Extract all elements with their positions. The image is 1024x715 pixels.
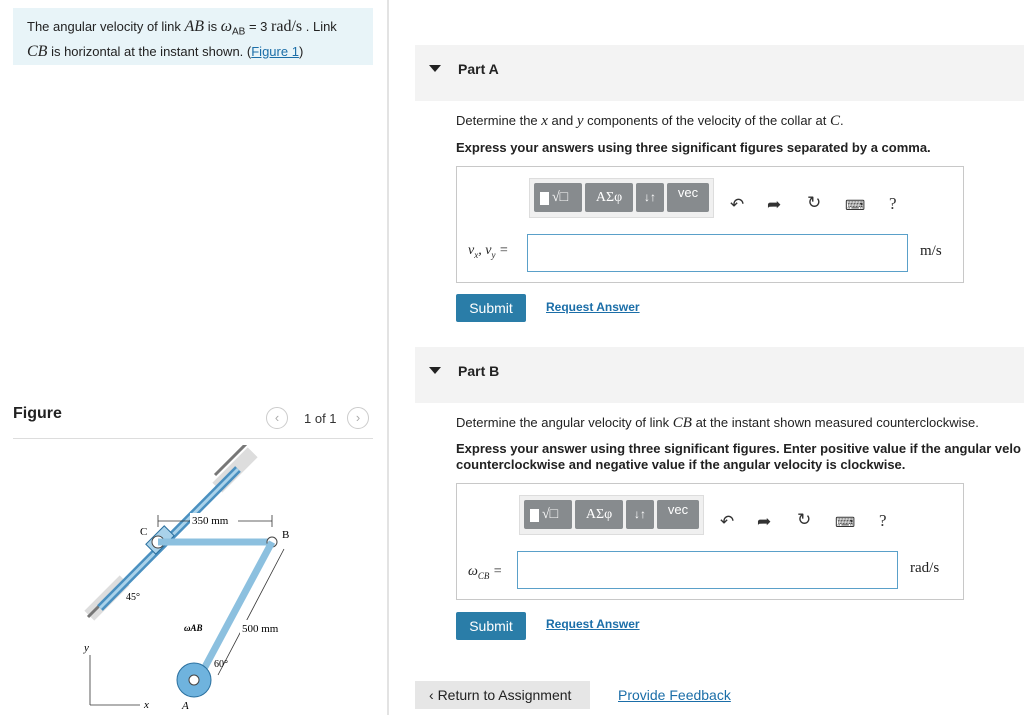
reset-icon[interactable]: ↻ (807, 193, 822, 212)
greek-button[interactable]: ΑΣφ (575, 500, 623, 529)
left-panel (0, 0, 388, 715)
keyboard-icon[interactable]: ⌨ (835, 514, 856, 530)
problem-text: ) (298, 43, 304, 59)
vec-button[interactable]: vec (657, 500, 699, 529)
undo-icon[interactable]: ↶ (730, 195, 745, 214)
part-b-label: Part B (458, 363, 500, 379)
keyboard-icon[interactable]: ⌨ (845, 197, 866, 213)
x-symbol: x (541, 113, 548, 129)
dim-500: 500 mm (242, 623, 279, 635)
provide-feedback-link[interactable]: Provide Feedback (618, 687, 731, 703)
part-a-submit-button[interactable]: Submit (456, 294, 526, 322)
part-a-header[interactable] (415, 45, 1024, 101)
part-a-question (456, 113, 844, 130)
label-B: B (282, 529, 290, 541)
part-a-answer-box (456, 166, 964, 283)
part-a-instruction: Express your answers using three significant figures separated by a comma. (456, 140, 931, 155)
link-AB (198, 542, 272, 680)
chevron-left-icon[interactable]: ‹ (266, 407, 288, 429)
vec-button[interactable]: vec (667, 183, 709, 212)
template-button[interactable]: √□ (534, 183, 582, 212)
problem-unit: rad/s (271, 18, 303, 35)
instruction-line: counterclockwise and negative value if the angular velocity is clockwise. (456, 457, 906, 472)
part-a-request-answer-link[interactable]: Request Answer (546, 300, 640, 314)
help-button[interactable]: ? (889, 194, 897, 213)
axis-x-label: x (144, 699, 149, 711)
problem-value: = 3 (245, 19, 272, 34)
instruction-line: Express your answer using three significant figures. Enter positive value if the angular velo (456, 441, 1021, 456)
question-text: and (547, 113, 577, 128)
reset-icon[interactable]: ↻ (797, 510, 812, 529)
part-b-submit-button[interactable]: Submit (456, 612, 526, 640)
question-text: Determine the (456, 113, 542, 128)
question-text: . (839, 113, 844, 128)
y-symbol: y (576, 113, 584, 129)
redo-icon[interactable]: ➦ (757, 512, 772, 531)
figure-divider (13, 438, 373, 439)
part-a-variable: $v_x$, $v_y$ = (468, 243, 509, 260)
mechanism-figure (70, 445, 310, 713)
part-b-answer-box (456, 483, 964, 600)
question-text: at the instant shown measured counterclockwise. (691, 415, 979, 430)
arrows-button[interactable]: ↓↑ (636, 183, 664, 212)
collapse-triangle-icon[interactable] (429, 367, 441, 374)
problem-text: is horizontal at the instant shown. ( (47, 43, 252, 59)
link-CB-symbol: CB (27, 42, 48, 60)
problem-text: The angular velocity of link (27, 19, 185, 34)
undo-icon[interactable]: ↶ (720, 512, 735, 531)
chevron-left-icon: ‹ (429, 687, 438, 703)
figure-link[interactable]: Figure 1 (251, 43, 299, 59)
axis-y-label: y (84, 642, 89, 654)
label-C: C (140, 526, 148, 538)
part-b-question (456, 415, 979, 432)
arrows-button[interactable]: ↓↑ (626, 500, 654, 529)
return-label: Return to Assignment (437, 687, 572, 703)
return-to-assignment-button[interactable] (415, 681, 590, 709)
part-b-answer-input[interactable] (517, 551, 898, 589)
part-b-header[interactable] (415, 347, 1024, 403)
omega-subscript: AB (232, 26, 246, 38)
part-b-request-answer-link[interactable]: Request Answer (546, 617, 640, 631)
link-AB-symbol: AB (184, 18, 205, 35)
figure-pager (266, 407, 374, 431)
angle-60: 60° (214, 659, 228, 670)
figure-count: 1 of 1 (304, 411, 337, 426)
part-a-toolbar (529, 178, 714, 218)
part-b-variable: $\omega_{CB}$ = (468, 564, 503, 581)
CB-symbol: CB (672, 415, 692, 431)
omega-AB-label: ωAB (184, 623, 203, 633)
part-b-toolbar (519, 495, 704, 535)
problem-statement (13, 8, 373, 65)
part-a-answer-input[interactable] (527, 234, 908, 272)
part-b-unit: rad/s (910, 560, 940, 576)
problem-text: is (204, 19, 221, 34)
C-symbol: C (829, 113, 840, 129)
right-panel (389, 0, 1024, 715)
question-text: Determine the angular velocity of link (456, 415, 673, 430)
question-text: components of the velocity of the collar at (583, 113, 830, 128)
figure-title: Figure (13, 405, 62, 422)
omega-symbol: ω (220, 18, 232, 35)
help-button[interactable]: ? (879, 511, 887, 530)
template-button[interactable]: √□ (524, 500, 572, 529)
chevron-right-icon[interactable]: › (347, 407, 369, 429)
angle-45: 45° (126, 592, 140, 603)
problem-text: . Link (302, 19, 337, 34)
part-a-unit: m/s (920, 243, 942, 259)
redo-icon[interactable]: ➦ (767, 195, 782, 214)
dim-350: 350 mm (192, 515, 229, 527)
part-a-label: Part A (458, 61, 499, 77)
part-b-instruction (456, 441, 1021, 473)
label-A: A (182, 700, 189, 712)
collapse-triangle-icon[interactable] (429, 65, 441, 72)
greek-button[interactable]: ΑΣφ (585, 183, 633, 212)
